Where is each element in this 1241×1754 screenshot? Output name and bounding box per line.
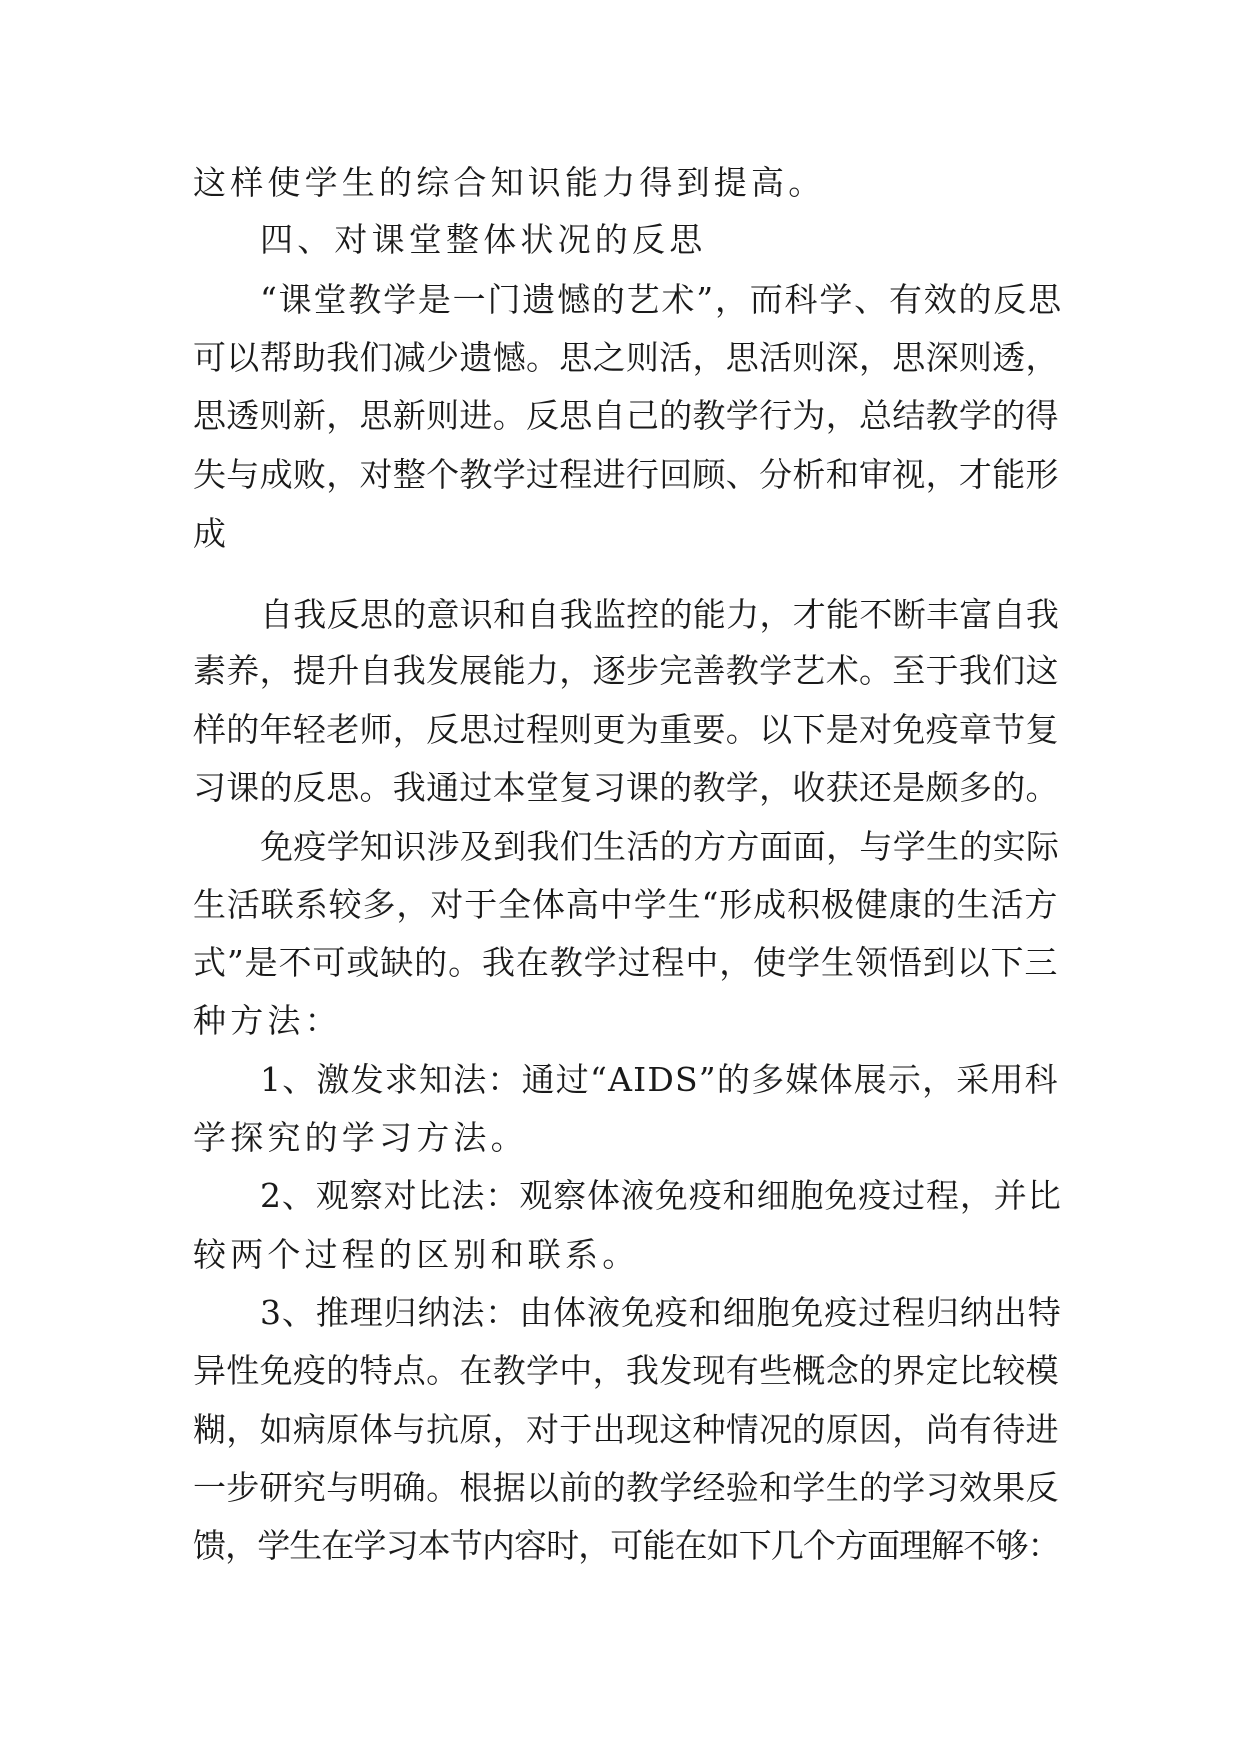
text-line: 较两个过程的区别和联系。 <box>193 1235 640 1274</box>
text-line: 自我反思的意识和自我监控的能力，才能不断丰富自我 <box>260 595 1060 634</box>
text-line: 免疫学知识涉及到我们生活的方方面面，与学生的实际 <box>260 827 1060 866</box>
text-line: 种方法： <box>193 1001 342 1040</box>
text-line: 生活联系较多，对于全体高中学生“形成积极健康的生活方 <box>193 885 1059 924</box>
text-line: 学探究的学习方法。 <box>193 1118 528 1157</box>
text-line: 可以帮助我们减少遗憾。思之则活，思活则深，思深则透， <box>193 338 1059 377</box>
text-line: 素养，提升自我发展能力，逐步完善教学艺术。至于我们这 <box>193 651 1059 690</box>
section-heading: 四、对课堂整体状况的反思 <box>260 220 707 259</box>
list-item: 1、激发求知法：通过“AIDS”的多媒体展示，采用科 <box>260 1060 1059 1099</box>
text-line: 思透则新，思新则进。反思自己的教学行为，总结教学的得 <box>193 396 1059 435</box>
text-line: 一步研究与明确。根据以前的教学经验和学生的学习效果反 <box>193 1468 1059 1507</box>
text-line: 习课的反思。我通过本堂复习课的教学，收获还是颇多的。 <box>193 768 1059 807</box>
text-line: 这样使学生的综合知识能力得到提高。 <box>193 163 826 202</box>
list-item: 2、观察对比法：观察体液免疫和细胞免疫过程，并比 <box>260 1176 1062 1215</box>
text-line: 成 <box>193 514 231 553</box>
text-line: “课堂教学是一门遗憾的艺术”，而科学、有效的反思 <box>260 280 1063 319</box>
text-line: 糊，如病原体与抗原，对于出现这种情况的原因，尚有待进 <box>193 1410 1059 1449</box>
text-line: 式”是不可或缺的。我在教学过程中，使学生领悟到以下三 <box>193 943 1059 982</box>
list-item: 3、推理归纳法：由体液免疫和细胞免疫过程归纳出特 <box>260 1293 1062 1332</box>
text-line: 馈，学生在学习本节内容时，可能在如下几个方面理解不够： <box>193 1526 1060 1565</box>
text-line: 样的年轻老师，反思过程则更为重要。以下是对免疫章节复 <box>193 710 1059 749</box>
text-line: 失与成败，对整个教学过程进行回顾、分析和审视，才能形 <box>193 455 1059 494</box>
text-line: 异性免疫的特点。在教学中，我发现有些概念的界定比较模 <box>193 1351 1059 1390</box>
